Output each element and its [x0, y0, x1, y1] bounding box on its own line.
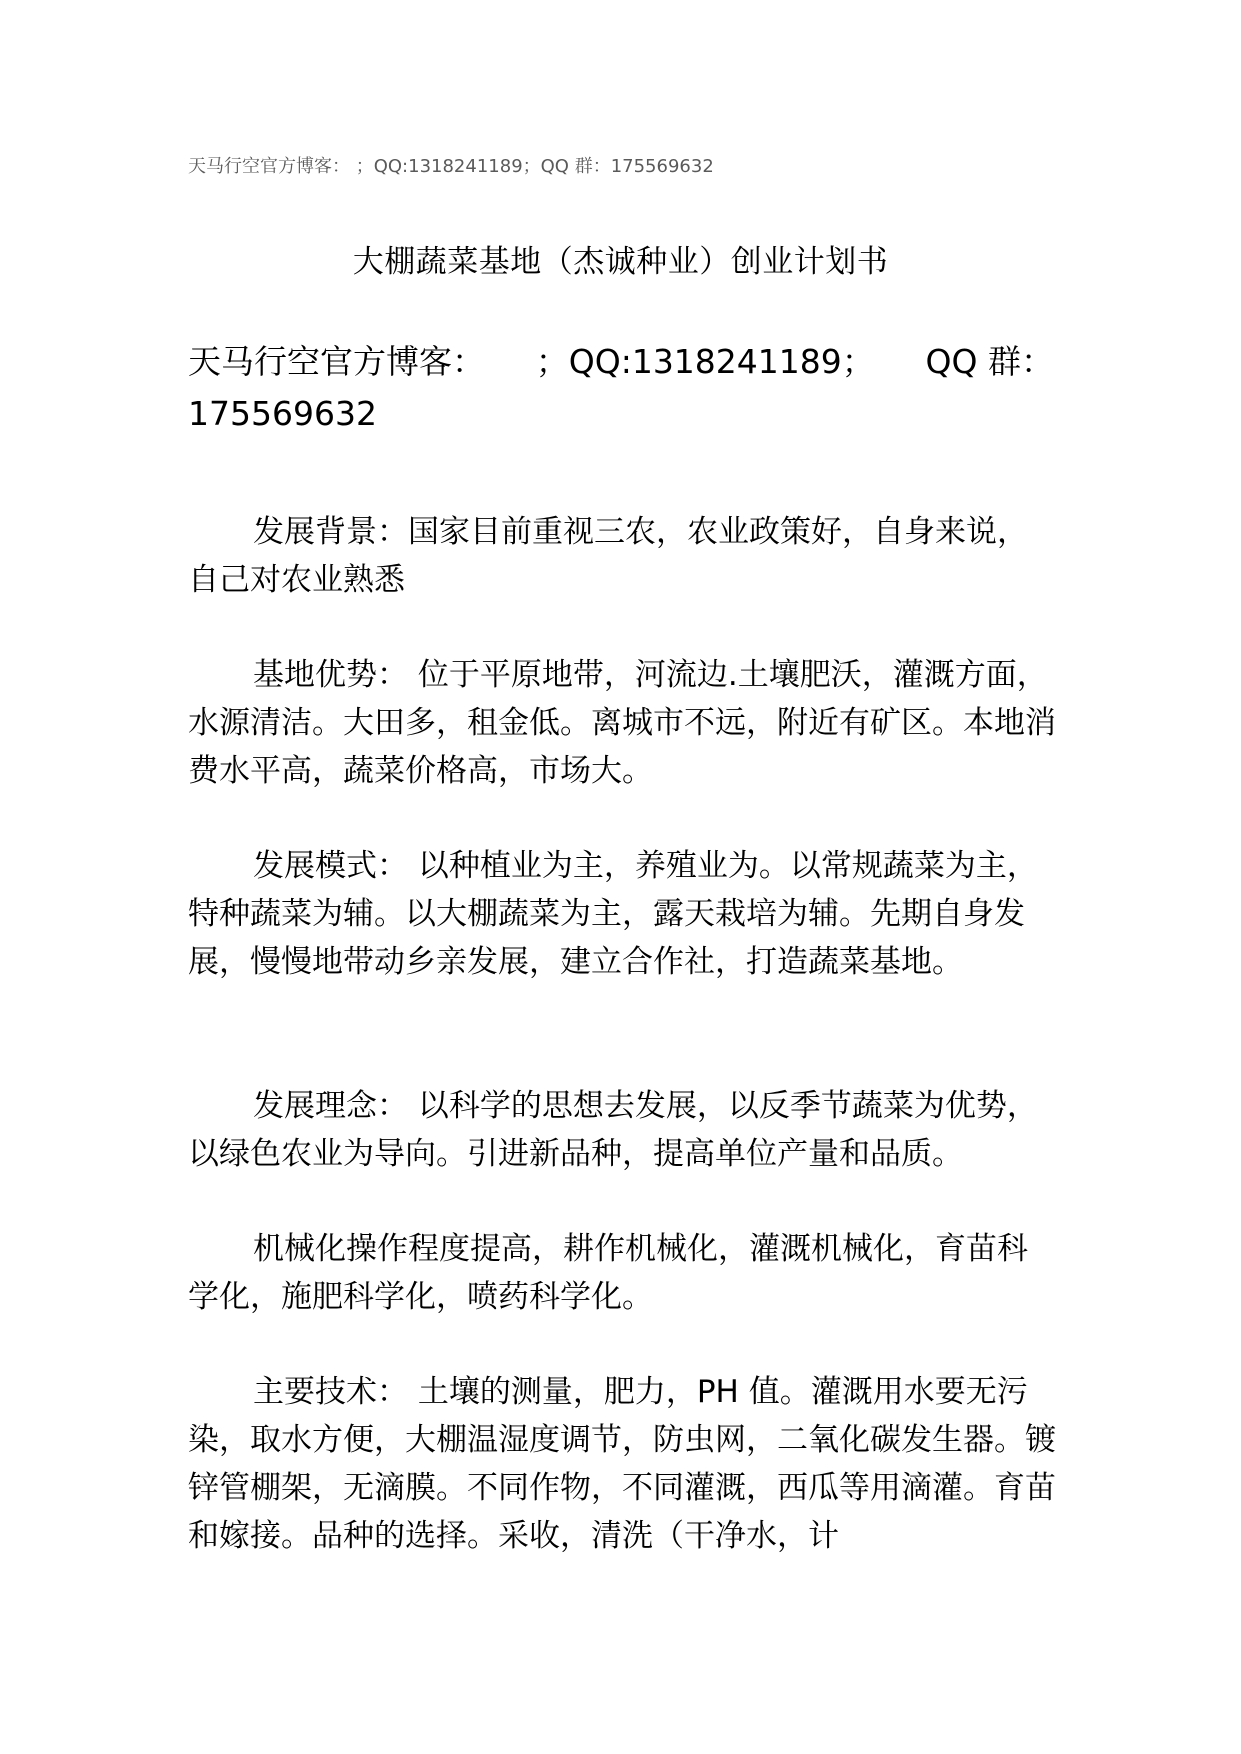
paragraph-text: 主要技术： 土壤的测量，肥力，PH 值。灌溉用水要无污染，取水方便，大棚温湿度调节，防虫网，二氧化碳发生器。镀锌管棚架，无滴膜。不同作物，不同灌溉，西瓜等用滴灌。育苗和嫁接。品种的选择。采收，清洗（干净水，计 — [188, 1374, 1056, 1554]
paragraph-text: 发展模式： 以种植业为主，养殖业为。以常规蔬菜为主，特种蔬菜为辅。以大棚蔬菜为主，露天栽培为辅。先期自身发展，慢慢地带动乡亲发展，建立合作社，打造蔬菜基地。 — [188, 848, 1038, 980]
paragraph-mechanization — [188, 1225, 1058, 1321]
author-qq: ；QQ:1318241189； — [535, 342, 875, 381]
paragraph-technology — [188, 1368, 1058, 1560]
author-line-2: 175569632 — [188, 394, 377, 433]
author-line-1 — [188, 336, 1054, 388]
paragraph-text: 发展背景：国家目前重视三农，农业政策好，自身来说，自己对农业熟悉 — [188, 514, 1028, 598]
paragraph-philosophy — [188, 1082, 1058, 1178]
paragraph-text: 发展理念： 以科学的思想去发展，以反季节蔬菜为优势，以绿色农业为导向。引进新品种，提高单位产量和品质。 — [188, 1088, 1038, 1172]
author-qq-group: QQ 群： — [925, 342, 1054, 381]
author-info — [188, 336, 1054, 440]
paragraph-model — [188, 842, 1058, 986]
paragraph-text: 基地优势： 位于平原地带，河流边.土壤肥沃，灌溉方面，水源清洁。大田多，租金低。离城市不远，附近有矿区。本地消费水平高，蔬菜价格高，市场大。 — [188, 657, 1056, 789]
author-blog: 天马行空官方博客： — [188, 342, 485, 381]
paragraph-background — [188, 508, 1058, 604]
paragraph-text: 机械化操作程度提高，耕作机械化，灌溉机械化，育苗科学化，施肥科学化，喷药科学化。 — [188, 1231, 1028, 1315]
paragraph-advantages — [188, 651, 1058, 795]
page-header: 天马行空官方博客： ；QQ:1318241189；QQ 群：175569632 — [188, 156, 714, 177]
document-title: 大棚蔬菜基地（杰诚种业）创业计划书 — [352, 244, 889, 280]
